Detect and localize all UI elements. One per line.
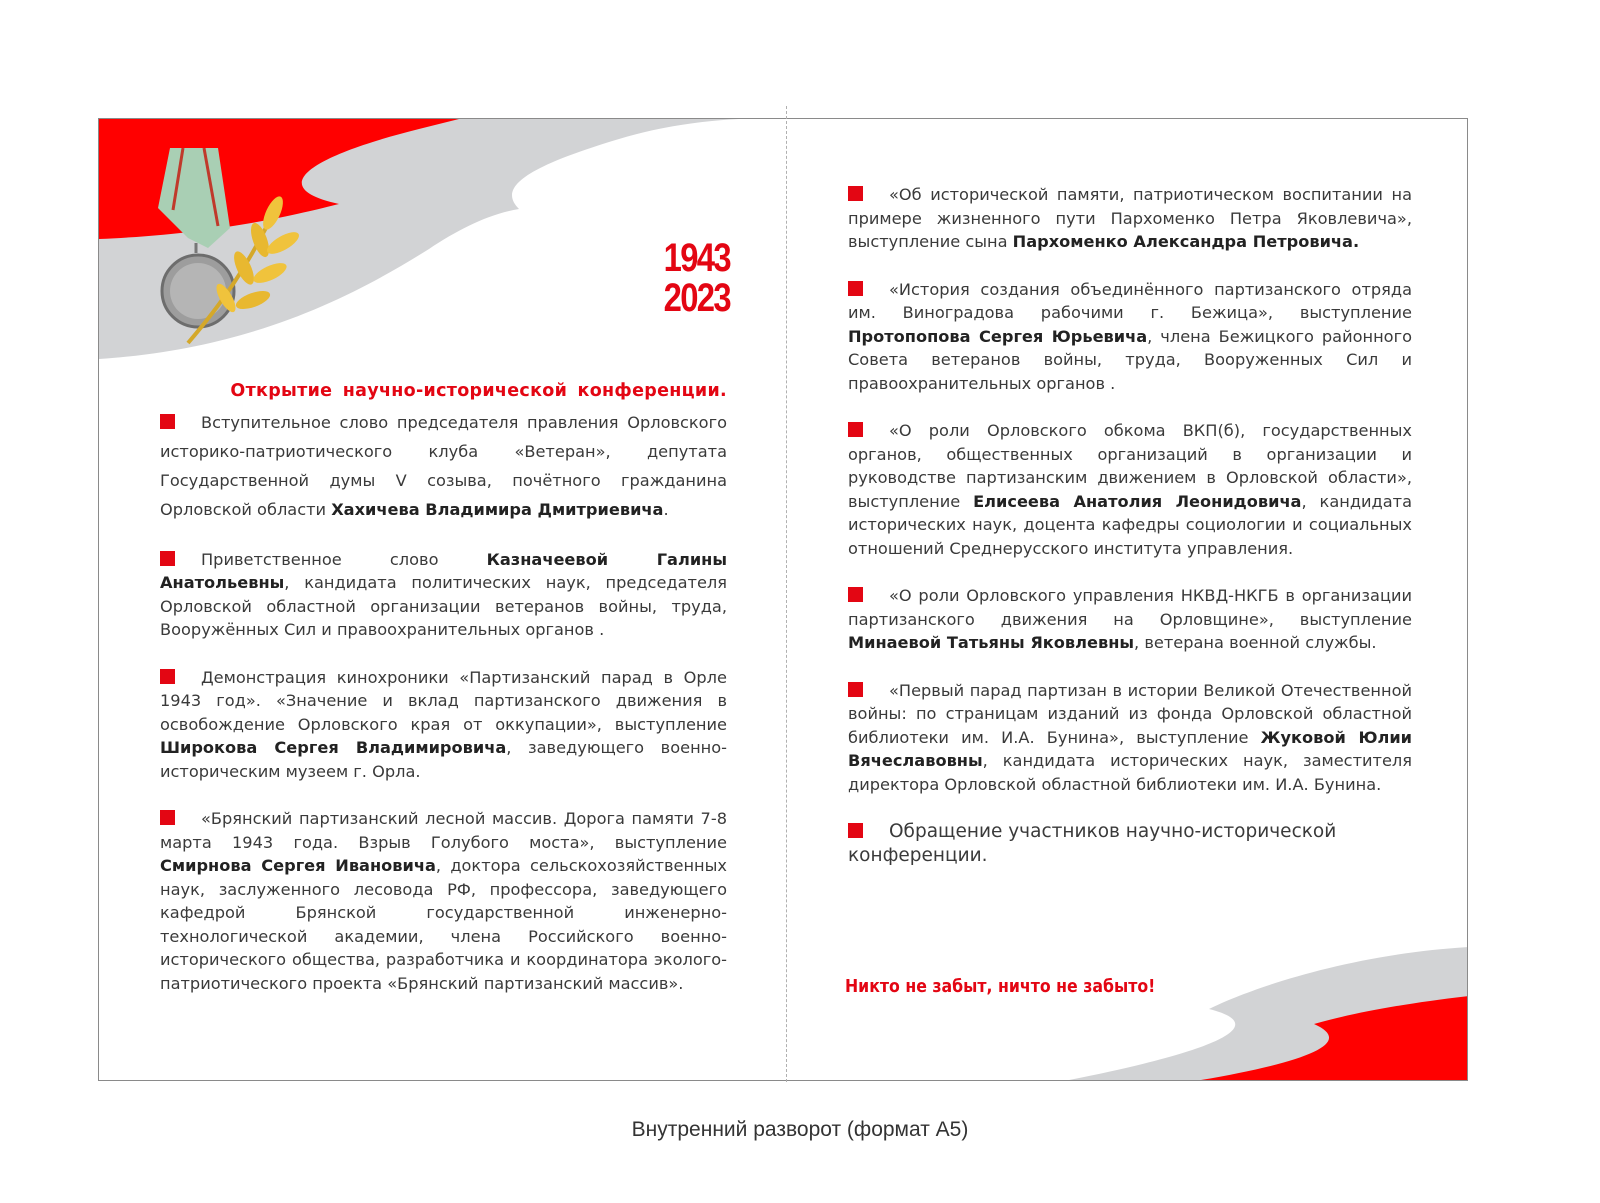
right-page-program	[848, 183, 1412, 892]
year-end: 2023	[663, 276, 730, 320]
program-item	[160, 548, 727, 642]
item-text-pre: Приветственное слово	[201, 549, 487, 569]
speaker-name: Хахичева Владимира Дмитриевича	[331, 499, 664, 519]
program-item-text	[160, 807, 727, 995]
program-item	[848, 679, 1412, 797]
program-item	[848, 820, 1412, 868]
partisan-medal-icon	[148, 148, 308, 348]
page-caption: Внутренний разворот (формат А5)	[631, 1118, 969, 1141]
item-text-post: , кандидата исторических наук, доцента кафедры социологии и социальных отношений Среднерусского института управления.	[848, 491, 1412, 558]
program-item-text	[160, 666, 727, 784]
red-square-bullet-icon	[848, 823, 863, 838]
item-text-post: , кандидата исторических наук, заместителя директора Орловской областной библиотеки им. И.А. Бунина.	[848, 751, 1412, 794]
speaker-name: Елисеева Анатолия Леонидовича	[973, 491, 1302, 511]
speaker-name: Казначеевой Галины Анатольевны	[160, 549, 728, 592]
red-square-bullet-icon	[160, 551, 175, 566]
red-square-bullet-icon	[848, 682, 863, 697]
red-square-bullet-icon	[848, 422, 863, 437]
item-text-post: , члена Бежицкого районного Совета ветеранов войны, труда, Вооруженных Сил и правоохранительных органов .	[848, 326, 1412, 393]
item-text-pre: «История создания объединённого партизанского отряда им. Виноградова рабочими г. Бежица», выступление	[848, 279, 1412, 322]
program-item-text	[160, 408, 727, 524]
motto: Никто не забыт, ничто не забыто!	[845, 977, 1156, 997]
red-square-bullet-icon	[848, 186, 863, 201]
item-text-post: , кандидата политических наук, председателя Орловской областной организации ветеранов войны, труда, Вооружённых Сил и правоохранительных органов .	[160, 573, 727, 639]
anniversary-years	[656, 238, 730, 318]
program-item	[848, 278, 1412, 396]
red-square-bullet-icon	[160, 414, 175, 429]
item-text-pre: «Об исторической памяти, патриотическом воспитании на примере жизненного пути Пархоменко Петра Яковлевича», выступление сына	[848, 185, 1412, 251]
program-item-text	[160, 548, 727, 642]
program-item-text	[848, 183, 1412, 254]
program-item-text	[848, 278, 1412, 396]
program-item	[160, 807, 727, 995]
left-page-program	[160, 380, 727, 1019]
item-text-post: , заведующего военно-историческим музеем г. Орла.	[160, 738, 728, 781]
item-text-pre: Демонстрация кинохроники «Партизанский парад в Орле 1943 год». «Значение и вклад партизанского движения в освобождение Орловского края от оккупации», выступление	[160, 667, 727, 734]
speaker-name: Жуковой Юлии Вячеславовны	[848, 727, 1412, 770]
item-text-pre: «Брянский партизанский лесной массив. Дорога памяти 7-8 марта 1943 года. Взрыв Голубого моста», выступление	[160, 809, 727, 852]
year-start: 1943	[663, 236, 730, 280]
program-item-text	[848, 419, 1412, 560]
program-item-text	[848, 584, 1412, 655]
program-item	[848, 419, 1412, 560]
fold-line	[786, 106, 787, 1082]
red-square-bullet-icon	[848, 281, 863, 296]
item-text-pre: «Первый парад партизан в истории Великой Отечественной войны: по страницам изданий из фонда Орловской областной библиотеки им. И.А. Бунина», выступление	[848, 680, 1412, 747]
program-item	[160, 408, 727, 524]
speaker-name: Протопопова Сергея Юрьевича	[848, 326, 1148, 346]
speaker-name: Смирнова Сергея Ивановича	[160, 856, 436, 875]
right-program-list	[848, 183, 1412, 868]
program-item-text	[848, 820, 1412, 868]
opening-heading: Открытие научно-исторической конференции.	[230, 381, 727, 401]
red-square-bullet-icon	[160, 669, 175, 684]
item-text-post: , доктора сельскохозяйственных наук, заслуженного лесовода РФ, профессора, заведующего кафедрой Брянской государственной инженерно-технологической академии, члена Российского военно-исторического общества, разработчика и координатора эколого-патриотического проекта «Брянский партизанский массив».	[160, 856, 728, 993]
left-program-list	[160, 408, 727, 996]
item-text-post: .	[663, 499, 669, 519]
program-item	[848, 584, 1412, 655]
item-text-pre: «О роли Орловского управления НКВД-НКГБ в организации партизанского движения на Орловщине», выступление	[848, 586, 1412, 629]
speaker-name: Широкова Сергея Владимировича	[160, 738, 507, 757]
red-square-bullet-icon	[160, 810, 175, 825]
program-item-text	[848, 679, 1412, 797]
item-text-pre: Обращение участников научно-исторической конференции.	[848, 821, 1337, 866]
program-item	[160, 666, 727, 784]
speaker-name: Минаевой Татьяны Яковлевны	[848, 633, 1135, 652]
item-text-post: , ветерана военной службы.	[1134, 633, 1377, 652]
program-item	[848, 183, 1412, 254]
item-text-pre: «О роли Орловского обкома ВКП(б), государственных органов, общественных организаций в организации и руководстве партизанским движением в Орловской области», выступление	[848, 421, 1412, 511]
item-text-pre: Вступительное слово председателя правления Орловского историко-патриотического клуба «Ветеран», депутата Государственной думы V созыва, почётного гражданина Орловской области	[160, 412, 727, 519]
speaker-name: Пархоменко Александра Петровича.	[1012, 232, 1360, 251]
red-square-bullet-icon	[848, 587, 863, 602]
